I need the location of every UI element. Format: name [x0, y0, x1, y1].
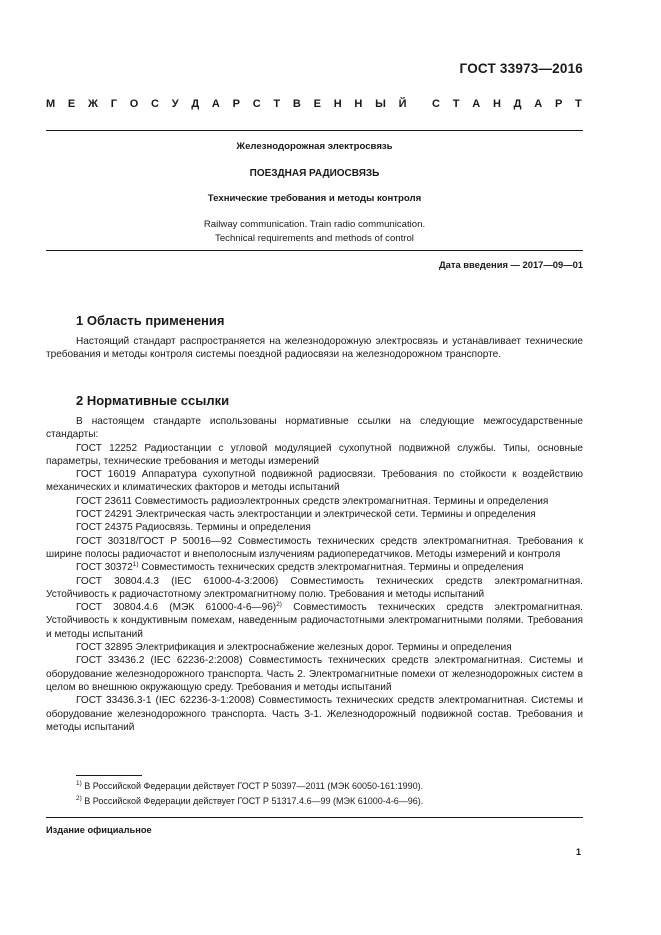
banner-letter: Ж	[88, 98, 98, 110]
reference-item: ГОСТ 30318/ГОСТ Р 50016—92 Совместимость технических средств электромагнитная. Требования к ширине полосы радиочастот и внеполосным излучениям радиопередатчиков. Методы измерений и контроля	[46, 535, 583, 560]
official-edition-label: Издание официальное	[46, 825, 152, 835]
section-1-paragraph: Настоящий стандарт распространяется на железнодорожную электросвязь и устанавливает технические требования и методы контроля системы поездной радиосвязи на железнодорожном транспорте.	[46, 336, 583, 361]
reference-title: Совместимость технических средств электромагнитная. Термины и определения	[138, 562, 524, 574]
reference-item	[46, 601, 583, 641]
banner-letter: Ы	[375, 98, 386, 110]
banner-letter: Е	[313, 98, 321, 110]
reference-item: ГОСТ 16019 Аппаратура сухопутной подвижной радиосвязи. Требования по стойкости к воздействию механических и климатических факторов и методы испытаний	[46, 469, 583, 494]
title-english	[46, 218, 583, 246]
footnote	[46, 794, 583, 809]
title-divider	[46, 250, 583, 251]
banner-letter: М	[46, 98, 56, 110]
reference-item: ГОСТ 32895 Электрификация и электроснабжение железных дорог. Термины и определения	[76, 642, 512, 654]
reference-item: ГОСТ 24375 Радиосвязь. Термины и определения	[76, 522, 311, 534]
banner-letter: Й	[398, 98, 407, 110]
banner-letter: С	[151, 98, 159, 110]
title-subtitle: Технические требования и методы контроля	[207, 193, 422, 204]
banner-letter: Д	[191, 98, 200, 110]
banner-letter: С	[252, 98, 261, 110]
footer-divider	[46, 817, 583, 818]
banner-letter: А	[211, 98, 220, 110]
section-2-body	[46, 415, 583, 734]
introduction-date: Дата введения — 2017—09—01	[438, 259, 583, 270]
banner-letter: А	[534, 98, 543, 110]
banner-letter: Е	[67, 98, 76, 110]
banner-letter: Р	[232, 98, 240, 110]
title-field: Железнодорожная электросвязь	[236, 141, 393, 152]
reference-item: ГОСТ 33436.2 (IEC 62236-2:2008) Совместимость технических средств электромагнитная. Системы и оборудование железнодорожного транспорта. Часть 2. Электромагнитные помехи от железнодорожных систем в целом во внешнюю окружающую среду. Требования и методы испытаний	[46, 655, 583, 693]
footnote-mark: 1)	[76, 780, 82, 787]
section-1-body	[46, 335, 583, 362]
banner-letter: А	[472, 98, 481, 110]
banner-letter: Т	[452, 98, 460, 110]
title-english-line-1: Railway communication. Train radio communication.	[203, 219, 426, 230]
footnote	[46, 779, 583, 794]
banner-letter: Н	[492, 98, 501, 110]
document-code: ГОСТ 33973—2016	[459, 61, 583, 76]
reference-code: ГОСТ 30372	[76, 562, 133, 574]
footnote-marker: 2)	[276, 601, 282, 609]
banner-letter: Г	[110, 98, 117, 110]
footnotes	[46, 779, 583, 809]
reference-title: Совместимость технических средств электромагнитная. Устойчивость к кондуктивным помехам, наведенным радиочастотными электромагнитными полями. Требования и методы испытаний	[46, 602, 583, 640]
header-divider	[46, 130, 583, 131]
banner-letter: Т	[273, 98, 281, 110]
interstate-standard-banner	[46, 98, 582, 110]
section-1-heading: 1 Область применения	[76, 313, 225, 328]
reference-item: ГОСТ 33436.3-1 (IEC 62236-3-1:2008) Совместимость технических средств электромагнитная. Системы и оборудование железнодорожного транспорта. Часть 3-1. Железнодорожный подвижной состав. Требования и методы испытаний	[46, 695, 583, 733]
reference-item: ГОСТ 12252 Радиостанции с угловой модуляцией сухопутной подвижной службы. Типы, основные параметры, технические требования и методы измерений	[46, 442, 583, 467]
title-english-line-2: Technical requirements and methods of control	[215, 233, 414, 244]
banner-letter: Д	[513, 98, 522, 110]
title-main: ПОЕЗДНАЯ РАДИОСВЯЗЬ	[249, 168, 380, 179]
footnote-mark: 2)	[76, 795, 82, 802]
reference-item	[46, 561, 583, 574]
banner-letter: В	[292, 98, 301, 110]
reference-item: ГОСТ 23611 Совместимость радиоэлектронных средств электромагнитная. Термины и определения	[76, 495, 549, 507]
footnote-text: В Российской Федерации действует ГОСТ Р 50397—2011 (МЭК 60050-161:1990).	[81, 781, 424, 791]
footnote-divider	[76, 775, 142, 776]
reference-item: ГОСТ 30804.4.3 (IEC 61000-4-3:2006) Совместимость технических средств электромагнитная. Устойчивость к радиочастотному электромагнитному полю. Требования и методы испытаний	[46, 575, 583, 600]
page-number: 1	[575, 847, 581, 857]
section-2-heading: 2 Нормативные ссылки	[76, 393, 230, 408]
banner-letter: Р	[554, 98, 563, 110]
section-2-intro: В настоящем стандарте использованы нормативные ссылки на следующие межгосударственные стандарты:	[46, 416, 583, 441]
banner-letter: С	[432, 98, 440, 110]
banner-letter: Н	[333, 98, 342, 110]
footnote-marker: 1)	[132, 561, 139, 569]
banner-letter: Т	[575, 98, 582, 110]
reference-code: ГОСТ 30804.4.6 (МЭК 61000-4-6—96)	[76, 602, 277, 614]
banner-letter: Н	[354, 98, 363, 110]
footnote-text: В Российской Федерации действует ГОСТ Р 51317.4.6—99 (МЭК 61000-4-6—96).	[81, 796, 424, 806]
reference-item: ГОСТ 24291 Электрическая часть электростанции и электрической сети. Термины и определения	[76, 509, 536, 521]
banner-letter: О	[129, 98, 139, 110]
banner-letter: У	[171, 98, 179, 110]
